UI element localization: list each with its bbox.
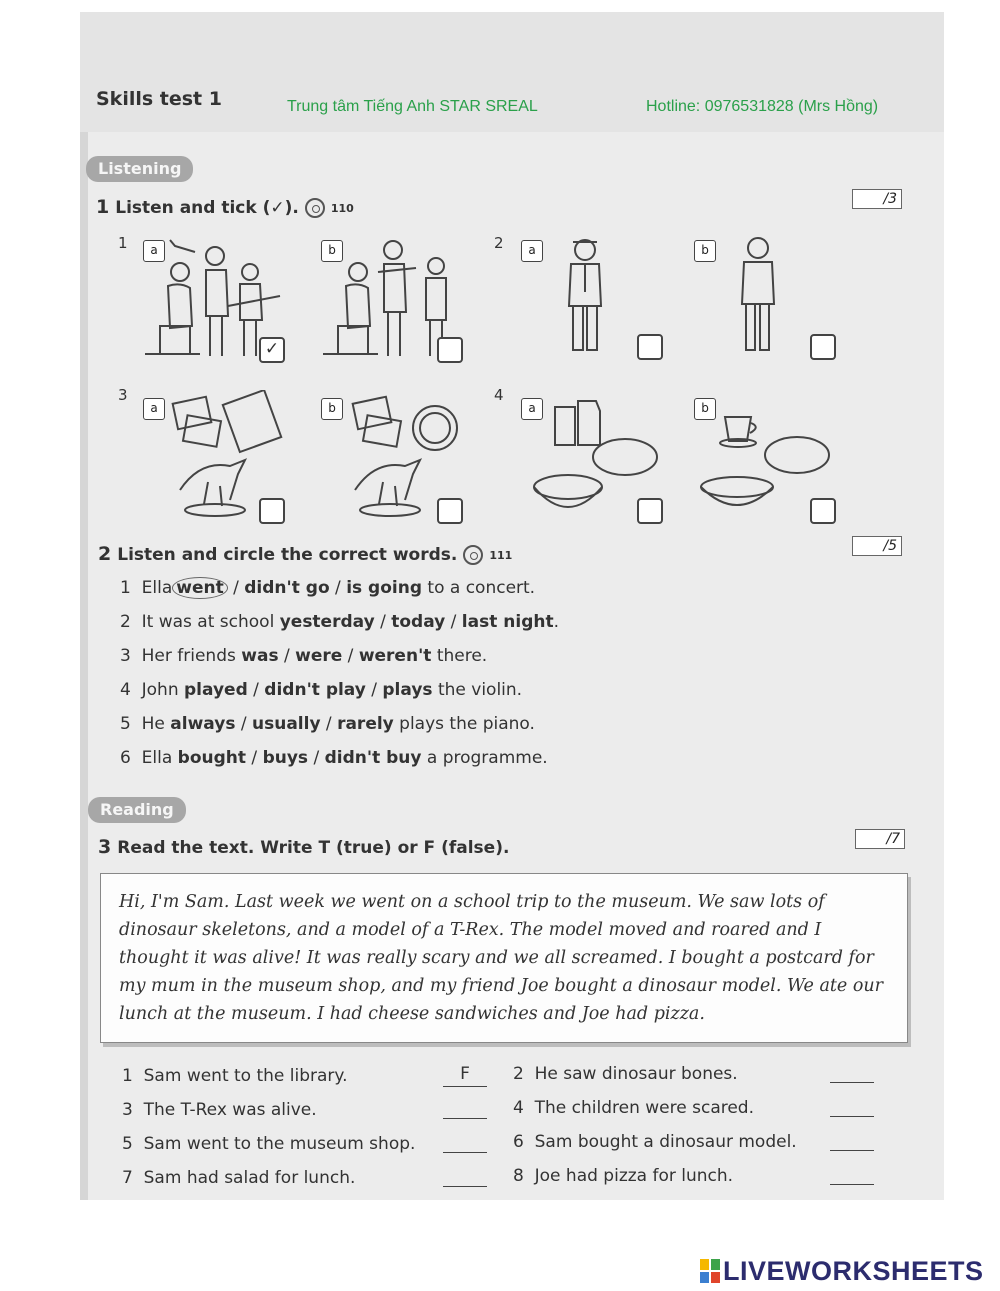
statement-number: 6 [513,1132,524,1152]
passage-text: Hi, I'm Sam. Last week we went on a school trip to the museum. We saw lots of dinosaur skeletons, and a model of a T-Rex. The model moved and roared and I thought it was alive! It was really scary and we all screamed. I bought a postcard for my mum in the museum shop, and my friend Joe bought a dinosaur model. We ate our lunch at the museum. I had cheese sandwiches and Joe had pizza. [119,892,884,1024]
statement-number: 8 [513,1166,524,1186]
option-label-b: b [694,398,716,420]
option-word[interactable]: didn't play [264,680,366,700]
statement-number: 7 [122,1168,133,1188]
q1-track: 110 [330,201,354,215]
tick-box-4b[interactable] [810,498,836,524]
boy-uniform-picture [732,232,792,362]
reading-passage [100,873,908,1043]
tick-box-4a[interactable] [637,498,663,524]
option-label-b: b [321,240,343,262]
option-label-a: a [143,240,165,262]
q2-line: 2 It was at school yesterday / today / last night. [120,612,559,632]
statement-text: He saw dinosaur bones. [534,1064,738,1084]
statement [122,1134,415,1154]
option-word[interactable]: today [391,612,446,632]
option-label-a: a [143,398,165,420]
q2-score-box: /5 [852,536,902,556]
page-title: Skills test 1 [96,88,222,110]
answer-blank[interactable] [830,1162,874,1185]
q2-instruction: Listen and circle the correct words. [117,545,458,565]
statement-text: Sam bought a dinosaur model. [534,1132,797,1152]
reading-section-tab: Reading [88,797,186,823]
q2-track: 111 [489,548,513,562]
tick-box-2b[interactable] [810,334,836,360]
listening-section-tab: Listening [86,156,193,182]
statement-number: 5 [122,1134,133,1154]
option-word[interactable]: bought [177,748,247,768]
statement [513,1166,733,1186]
sentence-start: John [141,680,179,700]
statement-number: 2 [513,1064,524,1084]
q1-number: 1 [96,196,110,218]
q1-heading [96,196,354,218]
sentence-end: to a concert. [427,578,536,598]
statement [513,1064,738,1084]
sentence-start: He [141,714,165,734]
answer-blank[interactable] [830,1060,874,1083]
tick-box-1a[interactable]: ✓ [259,337,285,363]
statement-number: 1 [122,1066,133,1086]
option-word[interactable]: didn't buy [324,748,422,768]
q2-line: 3 Her friends was / were / weren't there. [120,646,488,666]
line-number: 1 [120,578,131,598]
option-word[interactable]: didn't go [244,578,330,598]
answer-blank[interactable] [443,1130,487,1153]
option-label-a: a [521,240,543,262]
tick-box-2a[interactable] [637,334,663,360]
statement-text: Sam went to the library. [143,1066,348,1086]
q1-item-number: 2 [494,234,504,252]
cd-icon [305,198,325,218]
option-word[interactable]: weren't [358,646,432,666]
sentence-end: a programme. [426,748,548,768]
q3-number: 3 [98,836,112,858]
line-number: 4 [120,680,131,700]
q2-line: 1 Ella went / didn't go / is going to a concert. [120,578,536,598]
option-word[interactable]: always [170,714,236,734]
statement [513,1132,797,1152]
sentence-end: there. [436,646,488,666]
sentence-start: Her friends [141,646,236,666]
line-number: 2 [120,612,131,632]
statement-text: Joe had pizza for lunch. [534,1166,734,1186]
line-number: 6 [120,748,131,768]
sentence-start: It was at school [141,612,275,632]
option-label-b: b [321,398,343,420]
option-word[interactable]: were [295,646,343,666]
q2-line: 5 He always / usually / rarely plays the piano. [120,714,535,734]
sentence-end: plays the piano. [399,714,535,734]
answer-blank[interactable]: F [443,1064,487,1087]
sentence-start: Ella [141,578,173,598]
q1-item-number: 3 [118,386,128,404]
answer-blank[interactable] [443,1164,487,1187]
option-word[interactable]: played [184,680,248,700]
option-word[interactable]: is going [346,578,422,598]
statement-number: 4 [513,1098,524,1118]
sentence-end: . [553,612,559,632]
line-number: 5 [120,714,131,734]
option-word[interactable]: usually [252,714,321,734]
option-word[interactable]: was [241,646,279,666]
boy-cap-picture [555,232,625,362]
option-word[interactable]: yesterday [279,612,375,632]
tick-box-1b[interactable] [437,337,463,363]
tick-box-3a[interactable] [259,498,285,524]
statement [122,1100,317,1120]
option-word[interactable]: buys [262,748,309,768]
statement [122,1168,355,1188]
option-label-b: b [694,240,716,262]
statement-text: Sam had salad for lunch. [143,1168,356,1188]
option-word[interactable]: plays [382,680,433,700]
statement [122,1066,347,1086]
q3-score-box: /7 [855,829,905,849]
sentence-end: the violin. [437,680,523,700]
option-word[interactable]: last night [461,612,554,632]
q2-heading [98,543,512,565]
q1-score-box: /3 [852,189,902,209]
answer-blank[interactable] [830,1094,874,1117]
q1-item-number: 4 [494,386,504,404]
sentence-start: Ella [141,748,173,768]
q1-item-number: 1 [118,234,128,252]
liveworksheets-brand: LIVEWORKSHEETS [723,1256,984,1286]
hotline: Hotline: 0976531828 (Mrs Hồng) [646,98,879,115]
q2-line: 6 Ella bought / buys / didn't buy a programme. [120,748,548,768]
option-word-circled[interactable]: went [172,577,227,599]
statement-number: 3 [122,1100,133,1120]
q3-instruction: Read the text. Write T (true) or F (false). [117,838,510,858]
answer-blank[interactable] [443,1096,487,1119]
liveworksheets-icon [700,1259,720,1283]
statement-text: The children were scared. [534,1098,755,1118]
statement [513,1098,754,1118]
q2-number: 2 [98,543,112,565]
statement-text: Sam went to the museum shop. [143,1134,416,1154]
option-word[interactable]: rarely [337,714,394,734]
statement-text: The T-Rex was alive. [143,1100,317,1120]
q2-line: 4 John played / didn't play / plays the violin. [120,680,523,700]
option-label-a: a [521,398,543,420]
q1-instruction: Listen and tick (✓). [115,198,299,218]
q3-heading [98,836,509,858]
line-number: 3 [120,646,131,666]
tick-box-3b[interactable] [437,498,463,524]
liveworksheets-logo [700,1256,984,1287]
answer-blank[interactable] [830,1128,874,1151]
cd-icon [463,545,483,565]
center-name: Trung tâm Tiếng Anh STAR SREAL [287,98,538,115]
